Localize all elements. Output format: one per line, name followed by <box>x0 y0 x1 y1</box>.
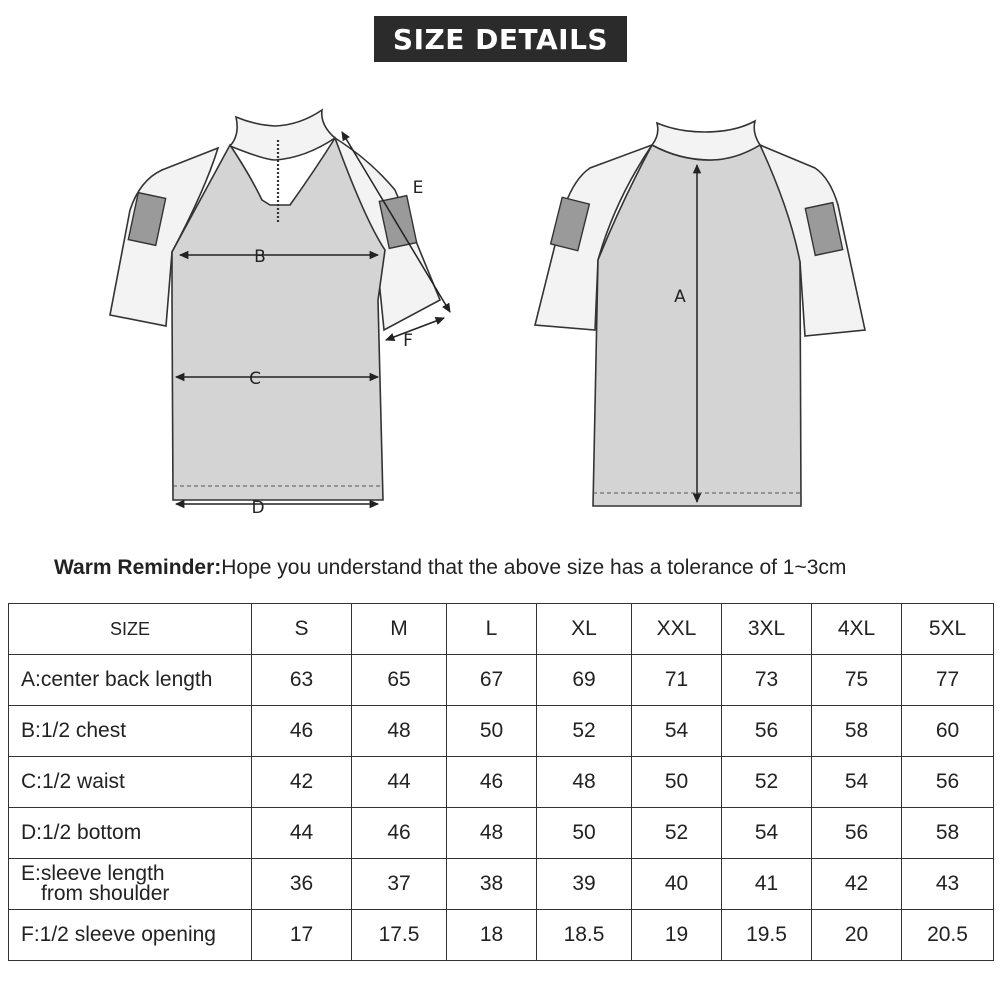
warm-reminder <box>54 556 846 580</box>
size-col-header: 5XL <box>902 604 994 655</box>
table-cell: 58 <box>812 706 902 757</box>
table-cell: 18.5 <box>537 910 632 961</box>
table-cell: 18 <box>447 910 537 961</box>
size-col-header: 3XL <box>722 604 812 655</box>
table-row <box>9 808 994 859</box>
back-shirt <box>535 121 865 506</box>
row-label-line1: E:sleeve length <box>21 862 165 885</box>
row-label: C:1/2 waist <box>9 757 252 808</box>
table-cell: 42 <box>252 757 352 808</box>
front-collar <box>230 110 335 160</box>
table-cell: 44 <box>352 757 447 808</box>
table-cell: 52 <box>722 757 812 808</box>
table-cell: 38 <box>447 859 537 910</box>
table-cell: 48 <box>352 706 447 757</box>
table-cell: 20.5 <box>902 910 994 961</box>
size-col-header: L <box>447 604 537 655</box>
table-cell: 75 <box>812 655 902 706</box>
size-col-header: M <box>352 604 447 655</box>
table-row <box>9 655 994 706</box>
table-cell: 19 <box>632 910 722 961</box>
table-cell: 63 <box>252 655 352 706</box>
table-cell: 48 <box>537 757 632 808</box>
row-label: A:center back length <box>9 655 252 706</box>
table-cell: 52 <box>537 706 632 757</box>
table-cell: 67 <box>447 655 537 706</box>
size-col-header: 4XL <box>812 604 902 655</box>
table-cell: 19.5 <box>722 910 812 961</box>
label-a: A <box>674 287 686 307</box>
table-cell: 56 <box>722 706 812 757</box>
size-details-banner <box>374 16 627 62</box>
page-title: SIZE DETAILS <box>392 22 609 56</box>
size-col-header: XL <box>537 604 632 655</box>
table-row <box>9 910 994 961</box>
table-cell: 40 <box>632 859 722 910</box>
table-cell: 54 <box>632 706 722 757</box>
label-d: D <box>251 498 265 518</box>
table-cell: 20 <box>812 910 902 961</box>
label-c: C <box>249 369 261 389</box>
table-cell: 54 <box>812 757 902 808</box>
table-cell: 17 <box>252 910 352 961</box>
table-cell: 41 <box>722 859 812 910</box>
table-row <box>9 757 994 808</box>
table-cell: 73 <box>722 655 812 706</box>
size-col-header: XXL <box>632 604 722 655</box>
reminder-text: Hope you understand that the above size has a tolerance of 1~3cm <box>221 556 847 579</box>
table-row <box>9 859 994 910</box>
table-header-row <box>9 604 994 655</box>
shirt-diagram <box>0 80 1001 530</box>
table-cell: 50 <box>447 706 537 757</box>
table-cell: 48 <box>447 808 537 859</box>
size-table <box>8 603 994 961</box>
table-cell: 58 <box>902 808 994 859</box>
table-cell: 46 <box>352 808 447 859</box>
table-row <box>9 706 994 757</box>
row-label-line2: from shoulder <box>41 882 170 905</box>
table-cell: 17.5 <box>352 910 447 961</box>
table-cell: 42 <box>812 859 902 910</box>
table-cell: 46 <box>447 757 537 808</box>
row-label: B:1/2 chest <box>9 706 252 757</box>
table-cell: 60 <box>902 706 994 757</box>
table-cell: 52 <box>632 808 722 859</box>
front-shirt <box>110 110 450 518</box>
table-cell: 54 <box>722 808 812 859</box>
table-cell: 43 <box>902 859 994 910</box>
row-label <box>9 859 252 910</box>
label-f: F <box>403 331 413 351</box>
table-cell: 77 <box>902 655 994 706</box>
table-cell: 65 <box>352 655 447 706</box>
row-label: F:1/2 sleeve opening <box>9 910 252 961</box>
table-cell: 56 <box>902 757 994 808</box>
table-cell: 50 <box>537 808 632 859</box>
table-cell: 50 <box>632 757 722 808</box>
table-cell: 39 <box>537 859 632 910</box>
table-cell: 36 <box>252 859 352 910</box>
label-b: B <box>254 247 266 267</box>
table-cell: 44 <box>252 808 352 859</box>
size-col-header: S <box>252 604 352 655</box>
row-label: D:1/2 bottom <box>9 808 252 859</box>
table-cell: 37 <box>352 859 447 910</box>
table-cell: 46 <box>252 706 352 757</box>
size-header-cell: SIZE <box>9 604 252 655</box>
reminder-label: Warm Reminder: <box>54 556 222 579</box>
table-cell: 71 <box>632 655 722 706</box>
table-cell: 69 <box>537 655 632 706</box>
table-cell: 56 <box>812 808 902 859</box>
label-e: E <box>412 178 424 198</box>
